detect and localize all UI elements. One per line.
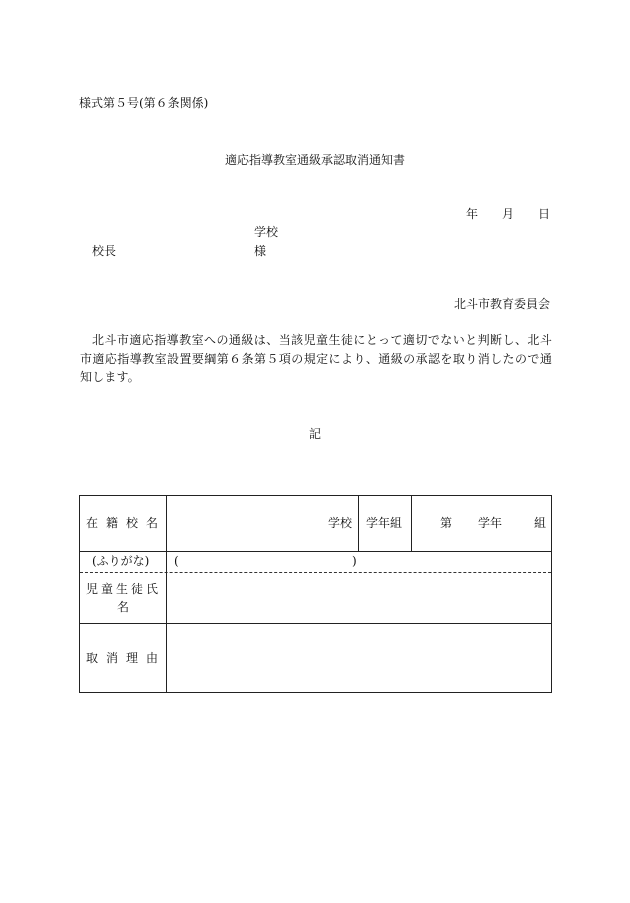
- issuer: 北斗市教育委員会: [453, 297, 550, 311]
- grade-class-label: 学年組: [366, 516, 403, 530]
- label-column-divider: [166, 496, 167, 692]
- student-name-label: 児童生徒氏: [86, 582, 162, 596]
- school-suffix: 学校: [328, 516, 353, 530]
- furigana-label: (ふりがな): [92, 554, 150, 568]
- student-name-label-cont: 名: [117, 600, 130, 614]
- furigana-divider: [80, 572, 551, 573]
- furigana-close-paren: ): [352, 554, 357, 568]
- date-year: 年: [465, 207, 478, 221]
- furigana-open-paren: (: [174, 554, 179, 568]
- table-divider: [80, 551, 551, 552]
- grade-prefix: 第: [440, 516, 453, 530]
- grade-column-divider: [411, 496, 412, 551]
- form-number: 様式第５号(第６条関係): [79, 96, 209, 110]
- addressee-principal: 校長: [92, 244, 117, 258]
- ki-label: 記: [308, 427, 321, 441]
- grade-label: 学年: [478, 516, 503, 530]
- body-text: 北斗市適応指導教室への通級は、当該児童生徒にとって適切でないと判断し、北斗市適応指導教室設置要綱第６条第５項の規定により、通級の承認を取り消したので通知します。: [80, 333, 552, 384]
- date-day: 日: [537, 207, 550, 221]
- document-title: 適応指導教室通級承認取消通知書: [224, 153, 405, 167]
- addressee-honorific: 様: [254, 244, 267, 258]
- enrolled-school-label: 在籍校名: [86, 516, 167, 530]
- date-line: [466, 206, 550, 222]
- addressee-school: 学校: [254, 225, 279, 239]
- date-month: 月: [501, 207, 514, 221]
- school-column-divider: [358, 496, 359, 551]
- table-divider: [80, 623, 551, 624]
- info-table: [79, 495, 552, 693]
- class-label: 組: [534, 516, 547, 530]
- cancel-reason-label: 取消理由: [86, 651, 167, 665]
